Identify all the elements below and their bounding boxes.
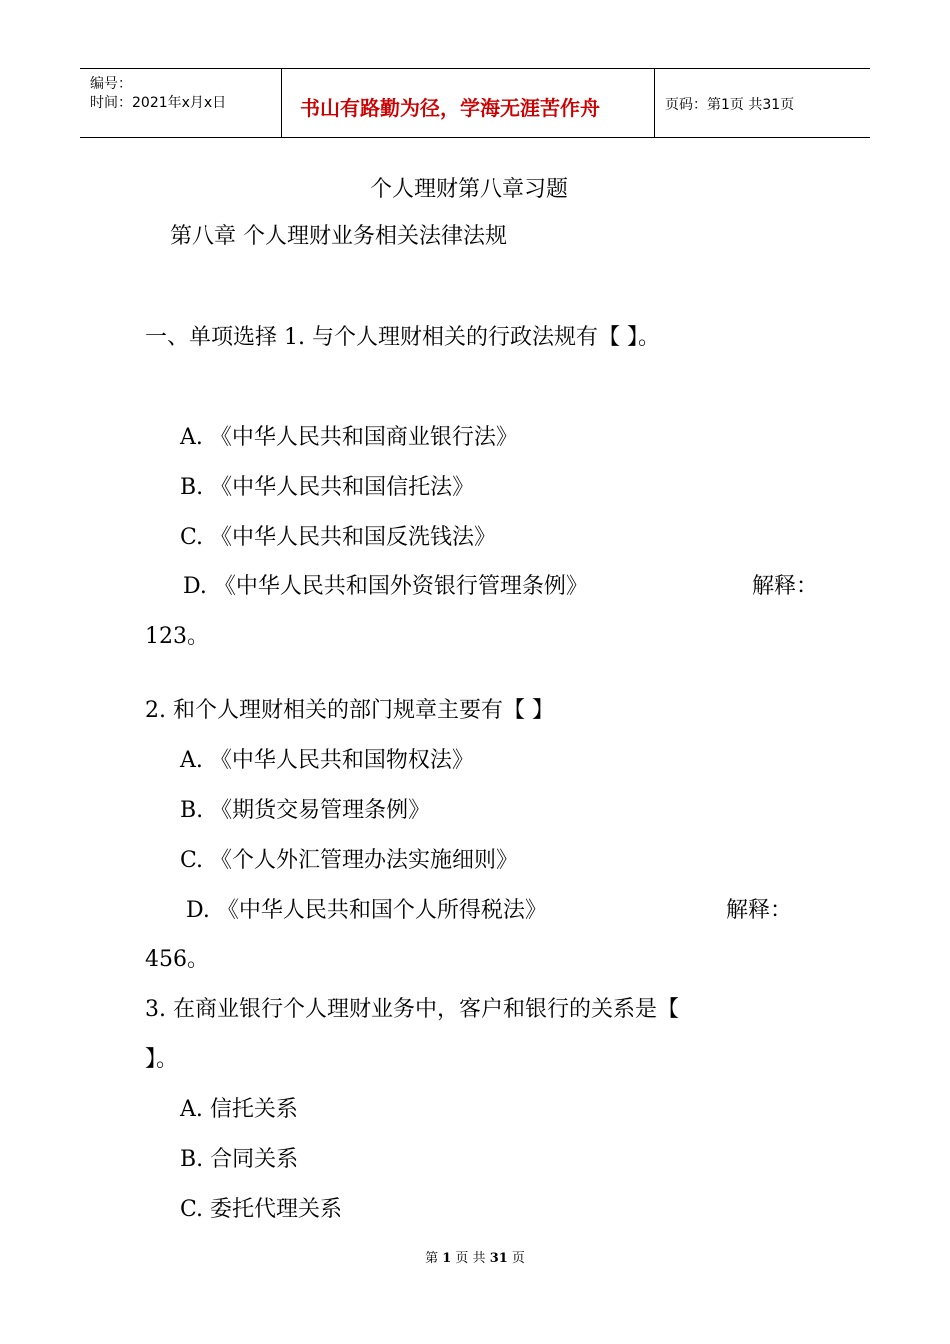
footer-prefix: 第 — [425, 1251, 439, 1266]
footer-suffix: 页 — [511, 1251, 525, 1266]
header-page-info: 页码：第1页 共31页 — [665, 97, 795, 113]
q1-option-d: D. 《中华人民共和国外资银行管理条例》 — [183, 574, 588, 599]
q2-explanation-label: 解释： — [726, 898, 793, 923]
q1-explanation-value: 123。 — [145, 624, 209, 649]
q2-explanation-value: 456。 — [145, 947, 209, 972]
page-header — [80, 68, 870, 138]
time-label: 时间：2021年x月x日 — [90, 95, 227, 111]
question-2: 2. 和个人理财相关的部门规章主要有【 】 — [145, 698, 554, 723]
q3-option-a: A. 信托关系 — [180, 1097, 298, 1122]
question-3: 3. 在商业银行个人理财业务中，客户和银行的关系是【 — [145, 997, 679, 1022]
header-page-cell — [655, 69, 870, 137]
q1-option-a: A. 《中华人民共和国商业银行法》 — [180, 425, 518, 450]
q2-option-b: B. 《期货交易管理条例》 — [180, 798, 431, 823]
question-1: 一、单项选择 1. 与个人理财相关的行政法规有【 】。 — [145, 325, 660, 350]
q3-option-b: B. 合同关系 — [180, 1147, 299, 1172]
header-motto-cell — [282, 69, 655, 137]
document-title: 个人理财第八章习题 — [370, 177, 569, 202]
q1-option-b: B. 《中华人民共和国信托法》 — [180, 475, 475, 500]
q1-option-c: C. 《中华人民共和国反洗钱法》 — [180, 525, 497, 550]
header-meta-cell — [80, 69, 282, 137]
number-label: 编号： — [90, 76, 132, 92]
chapter-heading: 第八章 个人理财业务相关法律法规 — [170, 224, 507, 249]
q3-option-c: C. 委托代理关系 — [180, 1197, 343, 1222]
q2-option-a: A. 《中华人民共和国物权法》 — [180, 748, 474, 773]
footer-page-number: 1 — [442, 1251, 452, 1266]
q1-explanation-label: 解释： — [752, 574, 819, 599]
footer-mid: 页 共 — [455, 1251, 486, 1266]
q2-option-d: D. 《中华人民共和国个人所得税法》 — [186, 898, 547, 923]
footer-page-total: 31 — [489, 1251, 508, 1266]
page-footer — [0, 1247, 950, 1266]
q2-option-c: C. 《个人外汇管理办法实施细则》 — [180, 848, 519, 873]
question-3-continued: 】。 — [145, 1047, 179, 1072]
motto-text: 书山有路勤为径，学海无涯苦作舟 — [300, 96, 600, 120]
